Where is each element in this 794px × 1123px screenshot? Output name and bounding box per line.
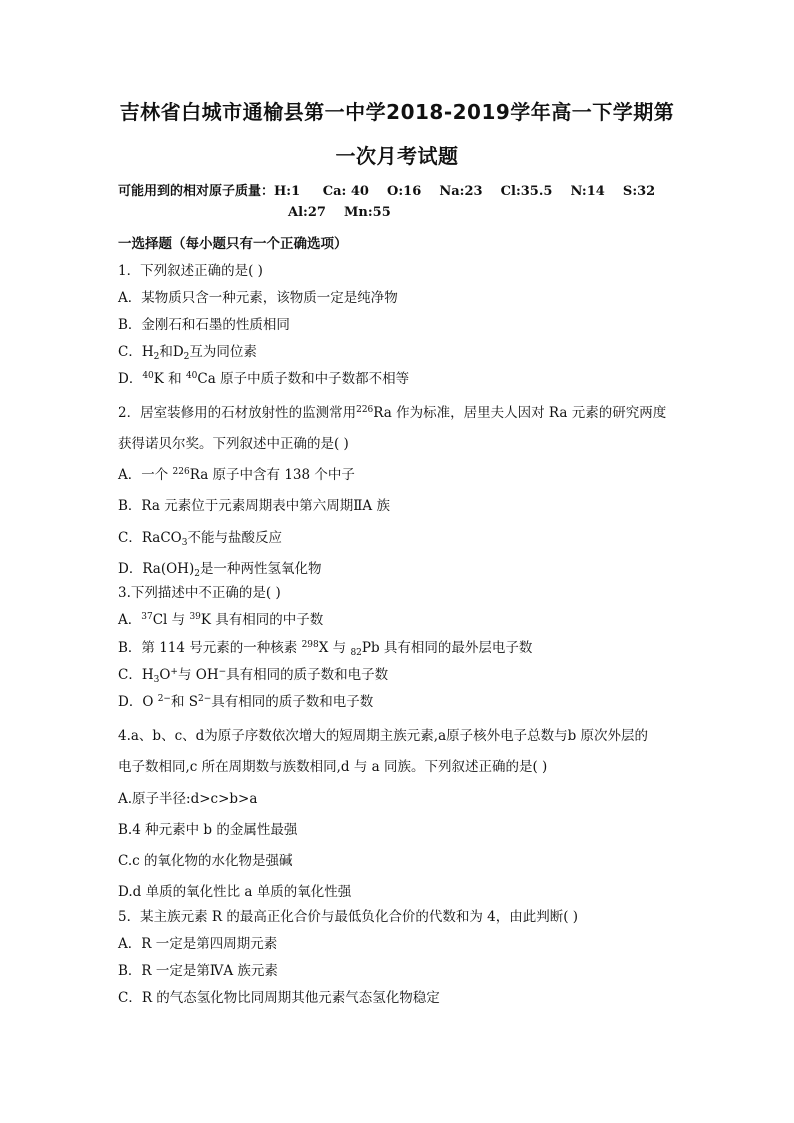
q3-option-a: A．$^{37}$Cl 与 $^{39}$K 具有相同的中子数 <box>118 612 324 628</box>
q5-option-b: B．R 一定是第ⅣA 族元素 <box>118 963 278 979</box>
q4-option-b: B.4 种元素中 b 的金属性最强 <box>118 822 298 838</box>
q4-stem-line-2: 电子数相同,c 所在周期数与族数相同,d 与 a 同族。下列叙述正确的是( ) <box>118 759 548 775</box>
q1-option-a: A．某物质只含一种元素，该物质一定是纯净物 <box>118 290 398 306</box>
q4-stem-line-1: 4.a、b、c、d为原子序数依次增大的短周期主族元素,a原子核外电子总数与b 原次外层的 <box>118 728 649 744</box>
document-title-line-1: 吉林省白城市通榆县第一中学2018-2019学年高一下学期第 <box>119 100 675 124</box>
q1-option-d: D．$^{40}$K 和 $^{40}$Ca 原子中质子数和中子数都不相等 <box>118 371 410 387</box>
q2-stem-line-2: 获得诺贝尔奖。下列叙述中正确的是( ) <box>118 436 349 452</box>
section-heading: 一选择题（每小题只有一个正确选项） <box>118 236 348 252</box>
q4-option-d: D.d 单质的氧化性比 a 单质的氧化性强 <box>118 884 352 900</box>
q1-option-c: C．$H_2$和$D_2$互为同位素 <box>118 344 257 362</box>
q2-option-d: D．$Ra(OH)_2$是一种两性氢氧化物 <box>118 561 322 579</box>
atomic-mass-line-1: 可能用到的相对原子质量：H:1 Ca: 40 O:16 Na:23 Cl:35.5 N:14 S:32 <box>118 184 656 199</box>
atomic-mass-line-2: Al:27 Mn:55 <box>288 205 391 220</box>
q3-option-b: B．第 114 号元素的一种核素 $^{298}$X 与 $_{82}$Pb 具有相同的最外层电子数 <box>118 640 533 658</box>
q3-stem: 3.下列描述中不正确的是( ) <box>118 585 281 601</box>
q2-option-c: C．RaCO$_3$不能与盐酸反应 <box>118 530 282 548</box>
q5-stem: 5．某主族元素 R 的最高正化合价与最低负化合价的代数和为 4，由此判断( ) <box>118 909 579 925</box>
q2-option-b: B．Ra 元素位于元素周期表中第六周期ⅡA 族 <box>118 498 390 514</box>
q1-stem: 1．下列叙述正确的是( ) <box>118 263 263 279</box>
q3-option-c: C．$H_3O^+$与 OH−具有相同的质子数和电子数 <box>118 667 389 685</box>
document-title-line-2: 一次月考试题 <box>335 144 459 168</box>
q4-option-c: C.c 的氧化物的水化物是强碱 <box>118 853 293 869</box>
q5-option-c: C．R 的气态氢化物比同周期其他元素气态氢化物稳定 <box>118 990 440 1006</box>
q2-stem-line-1: 2．居室装修用的石材放射性的监测常用$^{226}$Ra 作为标准，居里夫人因对 Ra 元素的研究两度 <box>118 405 667 421</box>
q4-option-a: A.原子半径:d>c>b>a <box>118 791 258 807</box>
q2-option-a: A．一个 $^{226}$Ra 原子中含有 138 个中子 <box>118 467 355 483</box>
q5-option-a: A．R 一定是第四周期元素 <box>118 936 278 952</box>
q1-option-b: B．金刚石和石墨的性质相同 <box>118 317 290 333</box>
q3-option-d: D．O $^{2-}$和 $S^{2-}$具有相同的质子数和电子数 <box>118 694 374 710</box>
